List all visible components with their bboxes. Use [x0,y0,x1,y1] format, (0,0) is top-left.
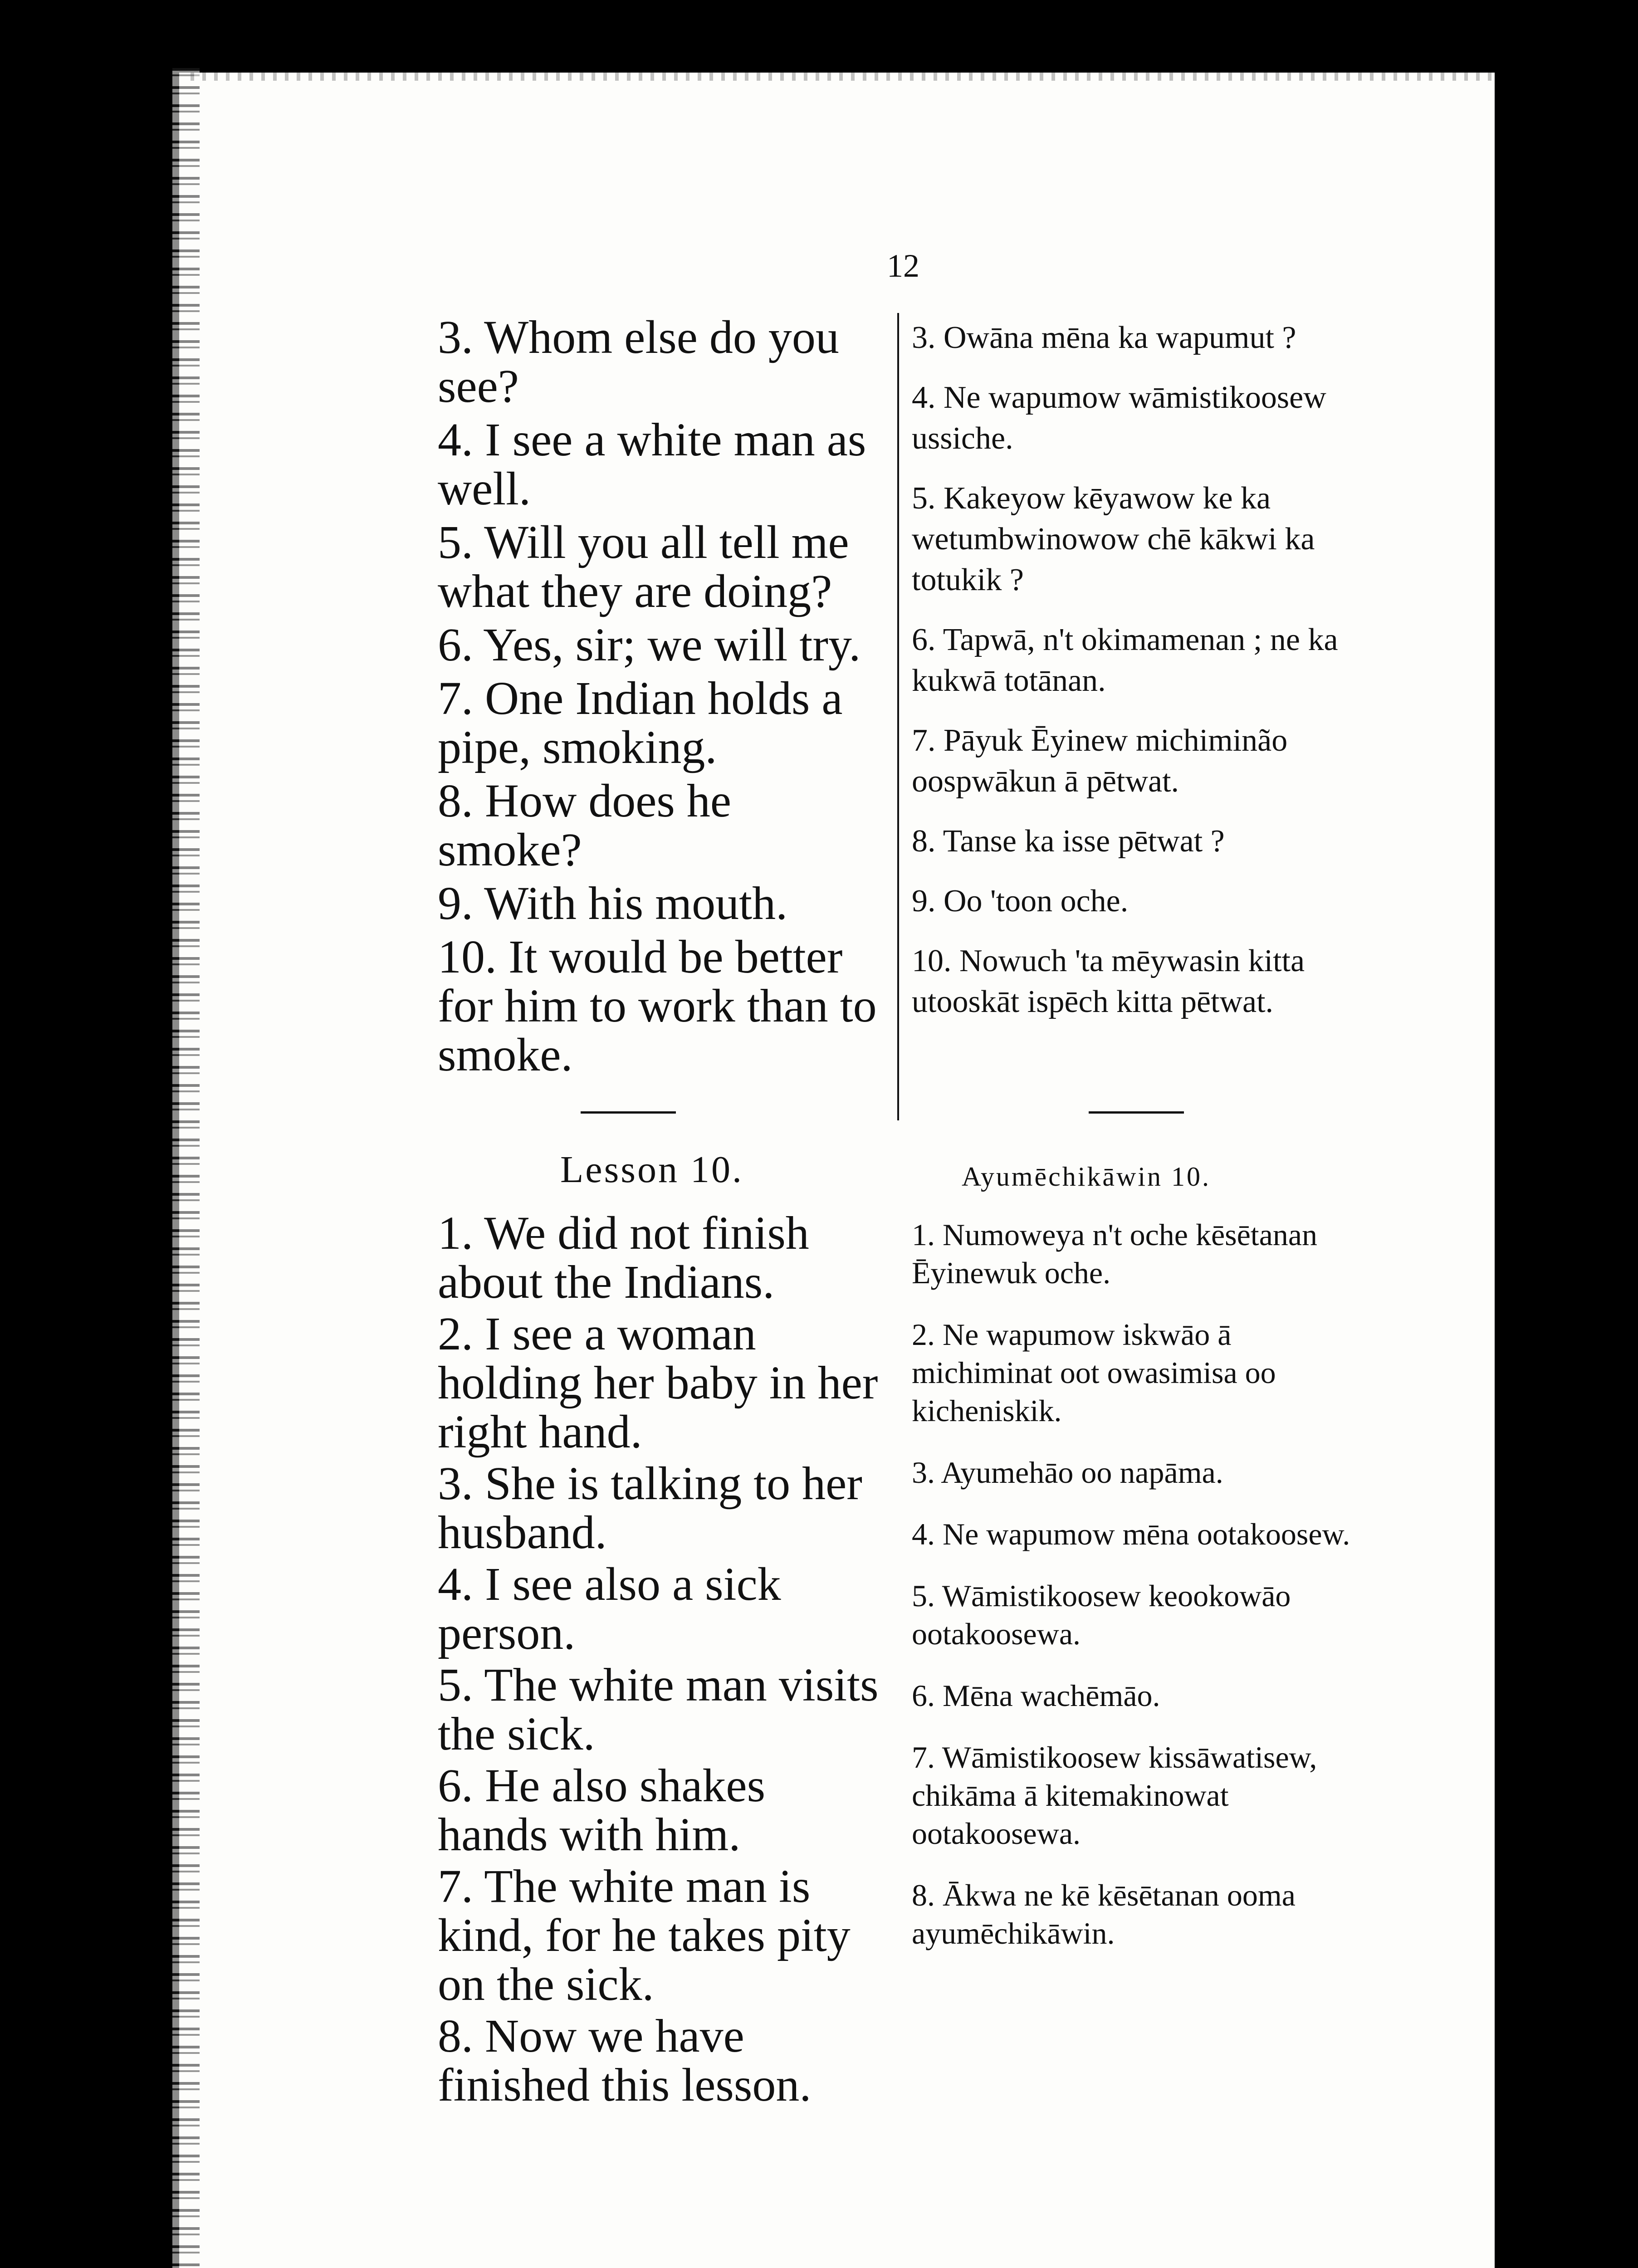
item-text: Whom else do you see? [438,311,839,412]
item-number: 4. [438,414,473,466]
page-number: 12 [887,248,919,284]
cree-item [912,1315,1361,1430]
item-number: 2. [438,1308,473,1360]
cree-item [912,1577,1361,1653]
item-text: Owāna mēna ka wapumut ? [944,320,1296,355]
column-divider [897,313,899,1120]
item-number: 10. [438,931,497,983]
item-number: 9. [912,884,936,919]
item-number: 10. [912,943,952,978]
english-item [438,1310,887,1457]
item-number: 5. [912,481,936,516]
english-item [438,674,887,772]
cree-item [912,318,1361,358]
english-item [438,621,887,670]
english-item [438,1209,887,1307]
item-text: He also shakes hands with him. [438,1760,766,1861]
item-number: 3. [438,1457,473,1510]
cree-item [912,720,1361,802]
item-number: 8. [438,2010,473,2062]
item-number: 6. [438,1760,473,1812]
english-item [438,933,887,1080]
item-text: Now we have finished this lesson. [438,2010,812,2111]
item-text: Tapwā, n't okimamenan ; ne ka kukwā totānan. [912,622,1338,698]
item-number: 9. [438,877,473,929]
item-text: Kakeyow kēyawow ke ka wetumbwinowow chē kākwi ka totukik ? [912,481,1315,597]
item-number: 3. [912,1455,935,1490]
page-top-edge [191,73,1492,81]
item-text: Wāmistikoosew keookowāo ootakoosewa. [912,1579,1291,1651]
item-number: 8. [912,1878,935,1912]
item-number: 7. [912,1740,935,1774]
cree-item [912,377,1361,459]
item-number: 5. [438,1659,473,1711]
cree-column-section2 [912,1216,1361,1976]
english-item [438,1661,887,1759]
item-text: We did not finish about the Indians. [438,1207,809,1308]
english-column-section1 [438,313,887,1084]
cree-item [912,821,1361,862]
item-number: 7. [438,672,473,724]
cree-item [912,1738,1361,1853]
item-number: 6. [438,619,473,671]
item-text: Mēna wachēmāo. [943,1678,1160,1713]
item-number: 4. [438,1558,473,1610]
lesson-title-english: Lesson 10. [560,1149,743,1191]
item-number: 1. [438,1207,473,1259]
item-number: 7. [912,723,936,758]
item-text: Ayumehāo oo napāma. [941,1455,1223,1490]
item-number: 8. [438,775,473,827]
item-number: 6. [912,1678,935,1713]
english-item [438,777,887,875]
cree-item [912,1453,1361,1491]
item-text: Yes, sir; we will try. [483,619,861,671]
item-text: It would be better for him to work than to smoke. [438,931,877,1081]
item-text: Numoweya n't oche kēsētanan Ēyinewuk oche. [912,1217,1318,1290]
english-item [438,313,887,411]
cree-item [912,1677,1361,1715]
item-text: Oo 'toon oche. [944,884,1129,919]
english-item [438,415,887,513]
cree-item [912,1515,1361,1553]
cree-item [912,941,1361,1022]
item-text: Ākwa ne kē kēsētanan ooma ayumēchikāwin. [912,1878,1296,1950]
item-text: One Indian holds a pipe, smoking. [438,672,843,773]
english-item [438,518,887,616]
english-item [438,2012,887,2110]
item-number: 3. [438,311,473,363]
item-text: I see a woman holding her baby in her right hand. [438,1308,878,1458]
cree-item [912,620,1361,701]
item-text: Tanse ka isse pētwat ? [943,824,1225,859]
cree-item [912,1876,1361,1952]
cree-item [912,1216,1361,1292]
english-item [438,1862,887,2009]
item-text: Wāmistikoosew kissāwatisew, chikāma ā kitemakinowat ootakoosewa. [912,1740,1317,1851]
item-text: Will you all tell me what they are doing? [438,516,849,617]
item-number: 2. [912,1317,935,1352]
cree-item [912,881,1361,922]
english-item [438,1761,887,1859]
item-text: The white man visits the sick. [438,1659,879,1760]
cree-item [912,478,1361,601]
section-rule-right [1089,1111,1184,1114]
item-number: 7. [438,1860,473,1912]
item-number: 4. [912,380,936,415]
item-text: The white man is kind, for he takes pity on the sick. [438,1860,851,2010]
cree-column-section1 [912,318,1361,1041]
item-text: Pāyuk Ēyinew michiminão oospwākun ā pētwat. [912,723,1288,799]
english-column-section2 [438,1209,887,2112]
item-number: 6. [912,622,936,657]
item-number: 4. [912,1517,935,1551]
item-number: 3. [912,320,936,355]
item-text: I see a white man as well. [438,414,866,515]
english-item [438,879,887,928]
item-text: With his mouth. [484,877,788,929]
section-rule-left [581,1111,676,1114]
english-item [438,1560,887,1658]
page-left-edge [172,68,200,2268]
item-number: 1. [912,1217,935,1252]
item-text: I see also a sick person. [438,1558,781,1659]
item-text: How does he smoke? [438,775,732,876]
item-text: Nowuch 'ta mēywasin kitta utooskāt ispēch kitta pētwat. [912,943,1305,1019]
item-text: She is talking to her husband. [438,1457,862,1559]
english-item [438,1459,887,1557]
item-text: Ne wapumow iskwāo ā michiminat oot owasimisa oo kicheniskik. [912,1317,1276,1428]
lesson-title-cree: Ayumēchikāwin 10. [962,1162,1211,1192]
item-number: 5. [912,1579,935,1613]
item-number: 8. [912,824,936,859]
item-text: Ne wapumow wāmistikoosew ussiche. [912,380,1326,456]
item-text: Ne wapumow mēna ootakoosew. [943,1517,1350,1551]
item-number: 5. [438,516,473,568]
